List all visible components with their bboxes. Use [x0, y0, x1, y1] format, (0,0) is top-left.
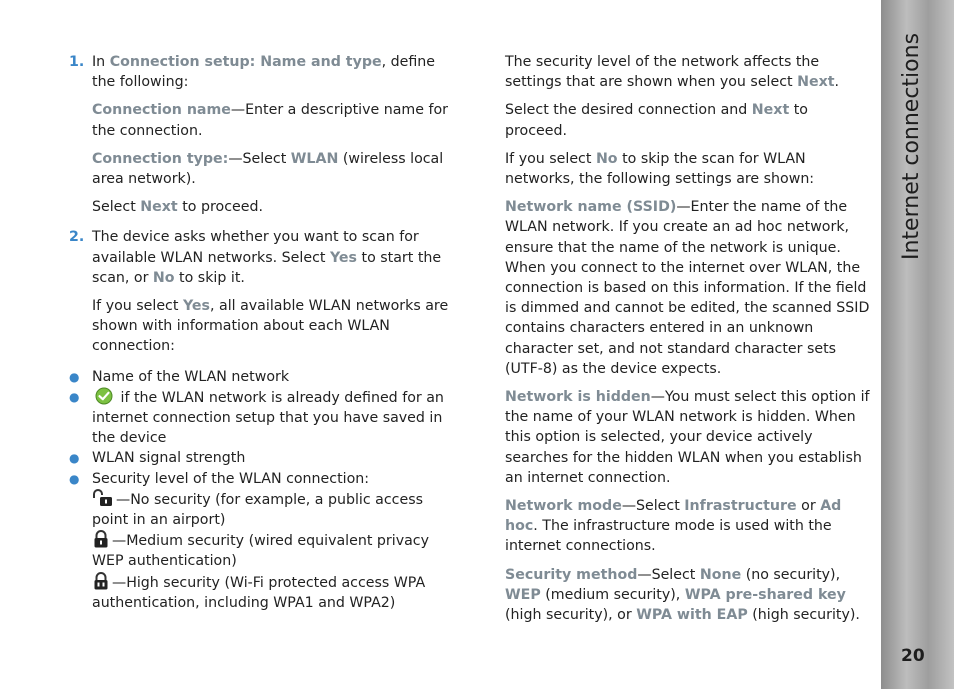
step-number: 2.	[69, 229, 85, 246]
setting-name: Network mode	[505, 498, 622, 515]
setting-name: Security method	[505, 566, 638, 583]
option-name: No	[595, 150, 618, 167]
option-name: WPA with EAP	[636, 607, 748, 624]
text: Select	[92, 199, 141, 216]
text: WLAN signal strength	[92, 450, 246, 467]
option-name: WEP	[505, 586, 541, 603]
page-number: 20	[901, 646, 925, 666]
bullet-icon: ●	[69, 389, 80, 404]
text: (high security), or	[505, 607, 637, 624]
option-name: Yes	[329, 249, 357, 266]
option-name: Infrastructure	[684, 498, 797, 515]
option-name: Next	[797, 74, 835, 91]
chapter-sidebar	[881, 0, 954, 689]
text: to skip the scan for WLAN networks, the following settings are shown:	[505, 150, 815, 188]
paragraph	[505, 52, 873, 92]
text: (wireless local area network).	[92, 150, 444, 188]
step-number: 1.	[69, 54, 85, 70]
setting-name: Connection name	[92, 102, 231, 119]
setting-name: Network is hidden	[505, 389, 651, 406]
text: (high security).	[747, 607, 860, 624]
text: —High security (Wi-Fi protected access WPA authentication, including WPA1 and WPA2)	[92, 574, 426, 611]
paragraph	[505, 496, 873, 557]
text: (no security),	[741, 566, 841, 583]
padlock-icon	[92, 530, 110, 548]
text: , all available WLAN networks are shown with information about each WLAN connection:	[92, 298, 449, 355]
list-item	[69, 469, 461, 613]
bullet-list	[69, 367, 461, 613]
bullet-icon: ●	[69, 369, 80, 384]
text: or	[796, 498, 821, 515]
text: . The infrastructure mode is used with the internet connections.	[505, 518, 832, 555]
unlocked-padlock-icon	[92, 489, 114, 507]
text: if the WLAN network is already defined for an internet connection setup that you have saved in the device	[92, 389, 444, 447]
sub-paragraph	[92, 296, 461, 357]
step-text	[92, 52, 461, 92]
text: —Select	[637, 566, 700, 583]
text: —Select	[228, 150, 291, 167]
right-column	[505, 52, 873, 633]
setting-name: Network name (SSID)	[505, 199, 677, 216]
chapter-title: Internet connections	[899, 32, 924, 260]
option-name: Next	[140, 199, 178, 216]
list-item	[69, 387, 461, 449]
paragraph	[505, 100, 873, 140]
text: to start the scan, or	[92, 249, 442, 286]
text: Security level of the WLAN connection:	[92, 470, 370, 487]
option-name: Yes	[182, 298, 210, 315]
option-name: WLAN	[290, 150, 339, 167]
step-text	[92, 227, 461, 288]
text: In	[92, 54, 110, 70]
bullet-icon: ●	[69, 471, 80, 486]
text: to skip it.	[174, 269, 245, 286]
step-2	[69, 227, 461, 356]
paragraph	[505, 565, 873, 626]
sub-paragraph	[92, 100, 461, 140]
paragraph	[505, 197, 873, 379]
text: The device asks whether you want to scan for available WLAN networks. Select	[92, 229, 419, 266]
paragraph	[505, 387, 873, 488]
text: —You must select this option if the name of your WLAN network is hidden. When this option is selected, your device actively searches for the hidden WLAN when you establish an internet connection.	[505, 389, 870, 486]
text: (medium security),	[540, 586, 685, 603]
menu-path: Connection setup: Name and type	[109, 54, 382, 70]
text: —Select	[621, 498, 685, 515]
option-name: WPA pre-shared key	[684, 586, 846, 603]
option-name: None	[699, 566, 742, 583]
option-name: No	[152, 269, 175, 286]
text: to proceed.	[505, 102, 808, 139]
step-1	[69, 52, 461, 217]
setting-name: Connection type:	[92, 150, 229, 167]
checkmark-icon	[94, 387, 114, 405]
option-name: Ad hoc	[505, 498, 842, 535]
text: The security level of the network affects the settings that are shown when you select	[505, 54, 820, 91]
text: to proceed.	[177, 199, 263, 216]
sub-paragraph	[92, 149, 461, 189]
list-item	[69, 448, 461, 468]
text: —No security (for example, a public access point in an airport)	[92, 491, 423, 529]
text: , define the following:	[92, 54, 436, 91]
list-item	[69, 367, 461, 387]
bullet-icon: ●	[69, 451, 80, 466]
text: If you select	[505, 150, 596, 167]
text: —Medium security (wired equivalent privacy WEP authentication)	[92, 533, 429, 570]
text: Select the desired connection and	[505, 102, 752, 119]
text: —Enter the name of the WLAN network. If you create an ad hoc network, ensure that the name of the network is unique. When you connect to the internet over WLAN, the connection is based on this information. If the field is dimmed and cannot be edited, the scanned SSID contains characters entered in an unknown character set, and not standard character sets (UTF-8) as the device expects.	[505, 199, 870, 377]
option-name: Next	[751, 102, 790, 119]
paragraph	[505, 149, 873, 189]
left-column	[69, 52, 461, 613]
padlock-double-icon	[92, 572, 110, 590]
text: Name of the WLAN network	[92, 368, 290, 385]
text: If you select	[92, 298, 183, 315]
text: .	[834, 74, 840, 91]
sub-paragraph	[92, 197, 461, 217]
text: —Enter a descriptive name for the connection.	[92, 102, 448, 139]
